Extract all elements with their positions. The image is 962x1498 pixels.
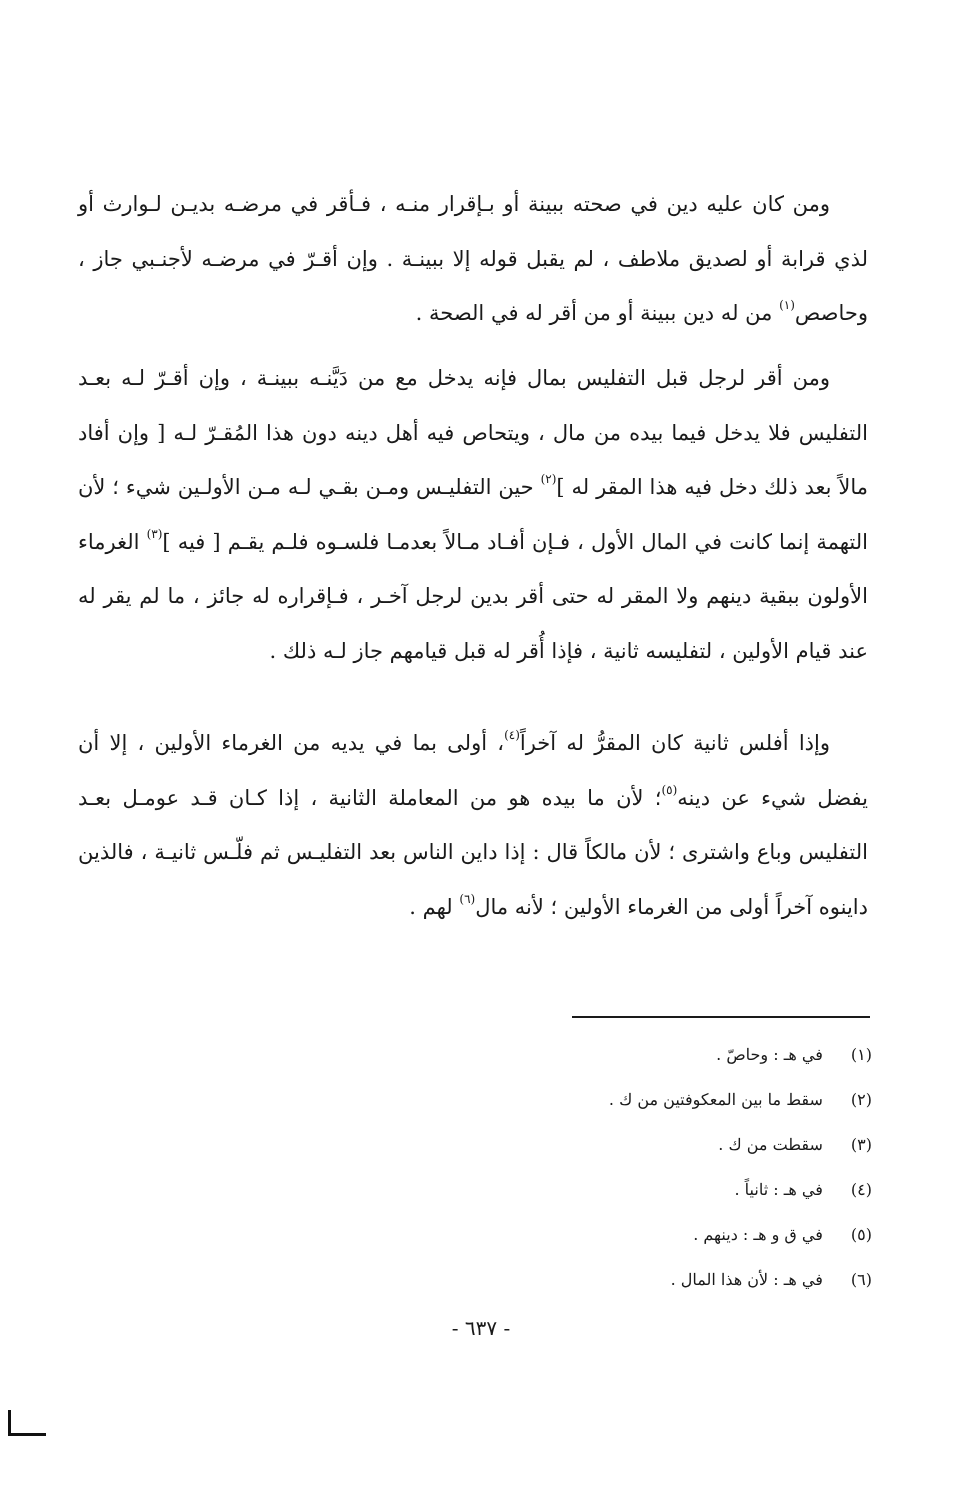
- footnote-number: (١): [850, 1045, 872, 1064]
- page-number: - ٦٣٧ -: [451, 1316, 511, 1340]
- footnote-ref-2: (٢): [540, 472, 557, 487]
- paragraph-3: [78, 716, 868, 934]
- footnote-divider: [572, 1016, 870, 1018]
- scan-corner-mark: [8, 1410, 46, 1436]
- footnote-text: في هـ : لأن هذا المال .: [670, 1270, 823, 1289]
- footnote-number: (٤): [850, 1180, 872, 1199]
- footnote-ref-6: (٦): [459, 891, 476, 906]
- footnote-text: في ق و هـ : دينهم .: [693, 1225, 823, 1244]
- footnote-item: [372, 1167, 872, 1212]
- footnote-ref-4: (٤): [504, 728, 520, 743]
- paragraph-text: وإذا أفلس ثانية كان المقرُّ له آخراً$^{(٤)}$، أولى بما في يديه من الغرماء الأولين ، إلا أن يفضل شيء عن دينه$^{(٥)}$؛ لأن ما بيده هو من المعاملة الثانية ، إذا كـان قـد عومـل بعـد التفليس وباع واشترى ؛ لأن مالكاً قال : إذا داين الناس بعد التفليـس ثم فلّـس ثانيـة ، فالذين داينوه آخراً أولى من الغرماء الأولين ؛ لأنه مال$^{(٦)}$ لهم .: [78, 728, 868, 919]
- footnote-text: سقطت من ك .: [718, 1135, 823, 1154]
- paragraph-1: [78, 177, 868, 341]
- footnote-ref-5: (٥): [661, 782, 678, 797]
- footnote-item: [372, 1257, 872, 1302]
- footnotes-list: [372, 1032, 872, 1302]
- footnote-ref-3: (٣): [146, 526, 163, 541]
- corner-mark-horizontal: [8, 1433, 46, 1436]
- paragraph-2: [78, 351, 868, 678]
- footnote-text: سقط ما بين المعكوفتين من ك .: [608, 1090, 823, 1109]
- footnote-ref-1: (١): [779, 298, 795, 313]
- footnote-number: (٣): [850, 1135, 872, 1154]
- footnote-item: [372, 1077, 872, 1122]
- paragraph-text: ومن كان عليه دين في صحته ببينة أو بـإقرار منـه ، فـأقر في مرضـه بديـن لـوارث أو لذي قرابة أو لصديق ملاطف ، لم يقبل قوله إلا ببينـة . وإن أقـرّ في مرضـه لأجنـبي جاز ، وحاصص$^{(١)}$ من له دين ببينة أو من أقر له في الصحة .: [78, 192, 868, 325]
- footnote-text: في هـ : ثانياً .: [734, 1180, 823, 1199]
- footnote-item: [372, 1032, 872, 1077]
- footnote-number: (٥): [850, 1225, 872, 1244]
- footnote-number: (٦): [850, 1270, 872, 1289]
- footnote-item: [372, 1212, 872, 1257]
- footnote-number: (٢): [850, 1090, 872, 1109]
- paragraph-text: ومن أقر لرجل قبل التفليس بمال فإنه يدخل مع من دَيَّنـه ببينـة ، وإن أقـرّ لـه بعـد التفليس فلا يدخل فيما بيده من مال ، ويتحاص فيه أهل دينه دون هذا المُقـرّ لـه [ وإن أفاد مالاً بعد ذلك دخل فيه هذا المقر له ]$^{(٢)}$ حين التفليـس ومـن بقـي لـه مـن الأولـين شيء ؛ لأن التهمة إنما كانت في المال الأول ، فـإن أفـاد مـالاً بعدمـا فلسـوه فلـم يقـم [ فيه ]$^{(٣)}$ الغرماء الأولون ببقية دينهم ولا المقر له حتى أقر بدين لرجل آخـر ، فـإقراره له جائز ، ما لم يقر له عند قيام الأولين ، لتفليسه ثانية ، فإذا أُقر له قبل قيامهم جاز لـه ذلك .: [78, 366, 868, 663]
- footnote-item: [372, 1122, 872, 1167]
- footnote-text: في هـ : وحاصّ .: [716, 1045, 823, 1064]
